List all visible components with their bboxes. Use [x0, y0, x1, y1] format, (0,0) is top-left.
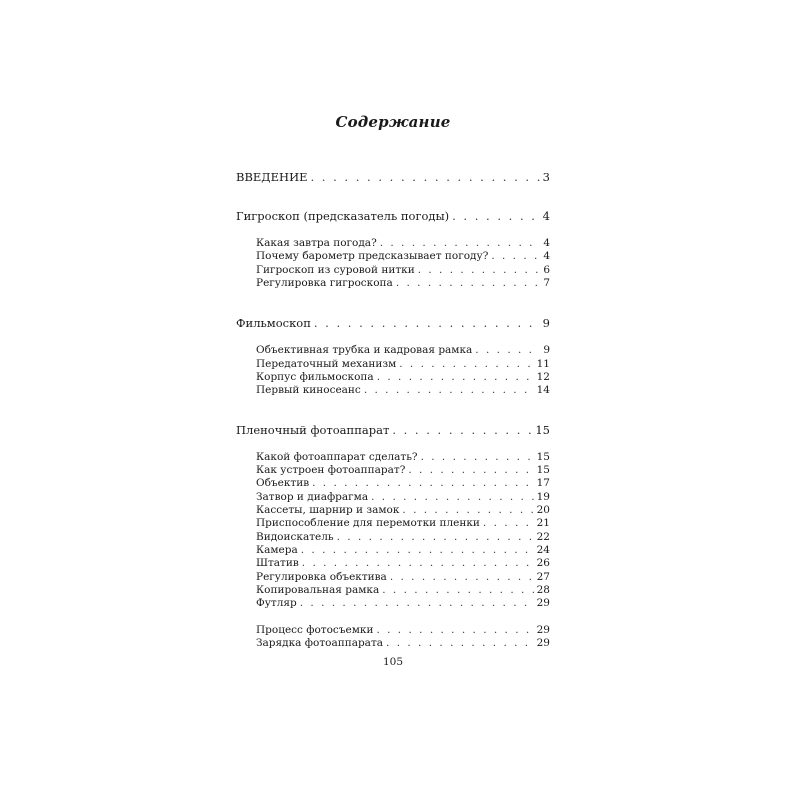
toc-entry-page: 4 — [542, 209, 550, 223]
toc-section-item[interactable] — [256, 476, 550, 490]
dot-leader — [452, 209, 540, 223]
dot-leader — [475, 343, 540, 357]
toc-entry-page: 15 — [536, 464, 550, 476]
toc-entry-page: 12 — [536, 371, 550, 383]
toc-entry-page: 7 — [543, 277, 550, 289]
toc-entry-page: 22 — [536, 531, 550, 543]
toc-entry-page: 11 — [536, 358, 550, 370]
toc-section-item[interactable] — [256, 450, 550, 464]
toc-section-item[interactable] — [256, 516, 550, 530]
dot-leader — [314, 316, 540, 330]
toc-entry-label: Передаточный механизм — [256, 358, 397, 370]
toc-section-item[interactable] — [256, 530, 550, 544]
toc-entry-label: Гигроскоп (предсказатель погоды) — [236, 209, 450, 223]
dot-leader — [337, 530, 534, 544]
toc-entry-page: 15 — [536, 451, 550, 463]
toc-entry-page: 17 — [536, 477, 550, 489]
toc-section-item[interactable] — [256, 503, 550, 517]
toc-section-item[interactable] — [256, 383, 550, 397]
toc-entry-page: 3 — [542, 170, 550, 184]
toc-section-item[interactable] — [256, 623, 550, 637]
toc-section-item[interactable] — [256, 570, 550, 584]
toc-entry-label: Процесс фотосъемки — [256, 624, 374, 636]
dot-leader — [421, 450, 534, 464]
toc-entry-page: 6 — [543, 264, 550, 276]
toc-entry-label: Фильмоскоп — [236, 316, 311, 330]
toc-section-item[interactable] — [256, 263, 550, 277]
toc-entry-label: Зарядка фотоаппарата — [256, 637, 384, 649]
toc-entry-label: Гигроскоп из суровой нитки — [256, 264, 415, 276]
toc-section-item[interactable] — [256, 236, 550, 250]
toc-section-item[interactable] — [256, 357, 550, 371]
dot-leader — [377, 370, 534, 384]
dot-leader — [382, 583, 533, 597]
toc-entry-label: Какой фотоаппарат сделать? — [256, 451, 418, 463]
dot-leader — [300, 596, 534, 610]
dot-leader — [392, 423, 532, 437]
toc-chapter-introduction[interactable] — [236, 170, 550, 184]
dot-leader — [386, 636, 534, 650]
dot-leader — [390, 570, 534, 584]
toc-entry-label: Почему барометр предсказывает погоду? — [256, 250, 489, 262]
toc-entry-label: Кассеты, шарнир и замок — [256, 504, 400, 516]
toc-entry-label: Камера — [256, 544, 298, 556]
dot-leader — [302, 556, 534, 570]
toc-entry-label: Футляр — [256, 597, 297, 609]
toc-entry-page: 29 — [536, 624, 550, 636]
toc-entry-page: 29 — [536, 637, 550, 649]
toc-entry-label: Затвор и диафрагма — [256, 491, 369, 503]
toc-entry-label: Объективная трубка и кадровая рамка — [256, 344, 473, 356]
toc-section-item[interactable] — [256, 636, 550, 650]
toc-section-item[interactable] — [256, 596, 550, 610]
dot-leader — [364, 383, 534, 397]
toc-entry-label: Приспособление для перемотки пленки — [256, 517, 480, 529]
toc-entry-label: Первый киносеанс — [256, 384, 361, 396]
dot-leader — [402, 503, 533, 517]
toc-entry-label: Какая завтра погода? — [256, 237, 377, 249]
dot-leader — [399, 357, 533, 371]
toc-entry-label: Регулировка объектива — [256, 571, 387, 583]
toc-section-item[interactable] — [256, 249, 550, 263]
toc-entry-page: 20 — [536, 504, 550, 516]
toc-section-item[interactable] — [256, 276, 550, 290]
toc-entry-page: 19 — [536, 491, 550, 503]
toc-entry-page: 26 — [536, 557, 550, 569]
toc-entry-page: 9 — [542, 316, 550, 330]
toc-section-item[interactable] — [256, 463, 550, 477]
toc-chapter-film-camera[interactable] — [236, 423, 550, 437]
toc-entry-label: Пленочный фотоаппарат — [236, 423, 390, 437]
toc-entry-page: 15 — [535, 423, 550, 437]
toc-entry-page: 21 — [536, 517, 550, 529]
toc-entry-label: Регулировка гигроскопа — [256, 277, 393, 289]
dot-leader — [483, 516, 534, 530]
toc-entry-label: Корпус фильмоскопа — [256, 371, 374, 383]
toc-section-item[interactable] — [256, 343, 550, 357]
toc-entry-label: ВВЕДЕНИЕ — [236, 170, 308, 184]
page-number: 105 — [382, 656, 404, 668]
toc-entry-page: 24 — [536, 544, 550, 556]
toc-entry-page: 29 — [536, 597, 550, 609]
dot-leader — [376, 623, 533, 637]
dot-leader — [301, 543, 534, 557]
toc-entry-label: Как устроен фотоаппарат? — [256, 464, 406, 476]
toc-chapter-filmoscope[interactable] — [236, 316, 550, 330]
toc-entry-page: 14 — [536, 384, 550, 396]
dot-leader — [312, 476, 534, 490]
toc-entry-label: Объектив — [256, 477, 310, 489]
toc-entry-page: 4 — [543, 237, 550, 249]
toc-entry-page: 9 — [543, 344, 550, 356]
dot-leader — [396, 276, 541, 290]
page-title: Содержание — [335, 113, 451, 131]
toc-entry-label: Копировальная рамка — [256, 584, 380, 596]
dot-leader — [371, 490, 534, 504]
dot-leader — [418, 263, 541, 277]
toc-entry-label: Видоискатель — [256, 531, 334, 543]
dot-leader — [311, 170, 540, 184]
toc-section-item[interactable] — [256, 543, 550, 557]
dot-leader — [408, 463, 533, 477]
dot-leader — [380, 236, 541, 250]
toc-section-item[interactable] — [256, 556, 550, 570]
toc-entry-page: 4 — [543, 250, 550, 262]
toc-chapter-hygroscope[interactable] — [236, 209, 550, 223]
dot-leader — [491, 249, 540, 263]
toc-entry-page: 28 — [536, 584, 550, 596]
toc-section-item[interactable] — [256, 370, 550, 384]
toc-section-item[interactable] — [256, 583, 550, 597]
toc-section-item[interactable] — [256, 490, 550, 504]
toc-entry-page: 27 — [536, 571, 550, 583]
toc-entry-label: Штатив — [256, 557, 299, 569]
